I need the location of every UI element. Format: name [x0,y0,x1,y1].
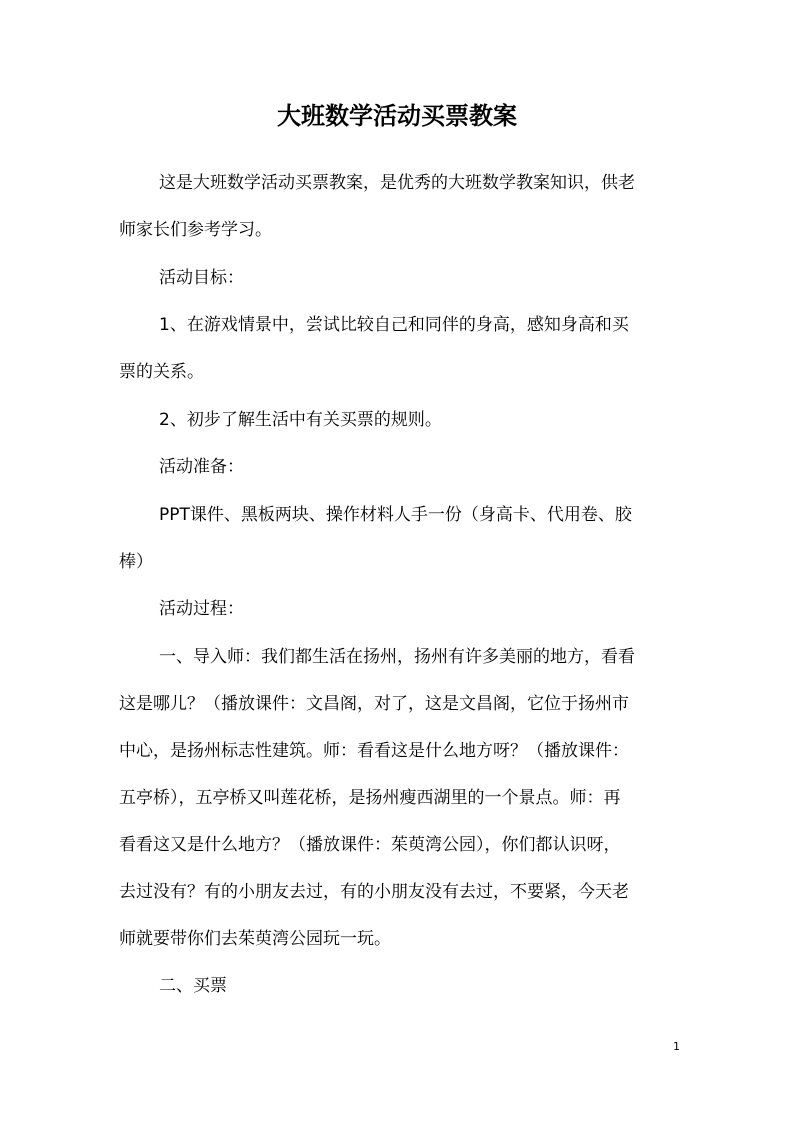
paragraph-prep-materials [119,492,683,586]
paragraph-goal-1 [119,302,683,396]
paragraph-line: 1、在游戏情景中，尝试比较自己和同伴的身高，感知身高和买 [159,315,629,335]
paragraph-line: 五亭桥），五亭桥又叫莲花桥，是扬州瘦西湖里的一个景点。师：再 [119,787,621,808]
paragraph-process-heading [119,586,683,633]
document-title: 大班数学活动买票教案 [277,101,517,130]
paragraph-line: 这是大班数学活动买票教案，是优秀的大班数学教案知识，供老 [159,173,635,193]
paragraph-step-1 [119,634,683,963]
paragraph-line: 2、初步了解生活中有关买票的规则。 [159,409,442,430]
paragraph-line: 中心，是扬州标志性建筑。师：看看这是什么地方呀？（播放课件： [119,740,629,761]
paragraph-line: 票的关系。 [119,362,204,382]
paragraph-line: 活动准备： [159,457,244,477]
paragraph-line: 师家长们参考学习。 [119,220,272,240]
paragraph-line: 棒） [119,551,153,572]
paragraph-line: 看看这又是什么地方？（播放课件：茱萸湾公园），你们都认识呀， [119,834,621,855]
paragraph-line: 活动过程： [159,599,244,619]
paragraph-line: 活动目标： [159,267,244,288]
paragraph-line: PPT课件、黑板两块、操作材料人手一份（身高卡、代用卷、胶 [159,504,632,525]
paragraph-goal-2 [119,397,683,444]
paragraph-line: 去过没有？有的小朋友去过，有的小朋友没有去过，不要紧，今天老 [119,881,629,902]
paragraph-line: 二、买票 [159,976,227,996]
paragraph-prep-heading [119,444,683,491]
paragraph-line: 一、导入师：我们都生活在扬州，扬州有许多美丽的地方，看看 [159,646,635,667]
paragraph-line: 这是哪儿？（播放课件：文昌阁，对了，这是文昌阁，它位于扬州市 [119,693,629,714]
document-body [119,160,683,1011]
paragraph-line: 师就要带你们去茱萸湾公园玩一玩。 [119,928,391,949]
paragraph-step-2-heading [119,963,683,1010]
page-number: 1 [673,1040,680,1053]
paragraph-intro [119,160,683,254]
paragraph-goals-heading [119,255,683,302]
